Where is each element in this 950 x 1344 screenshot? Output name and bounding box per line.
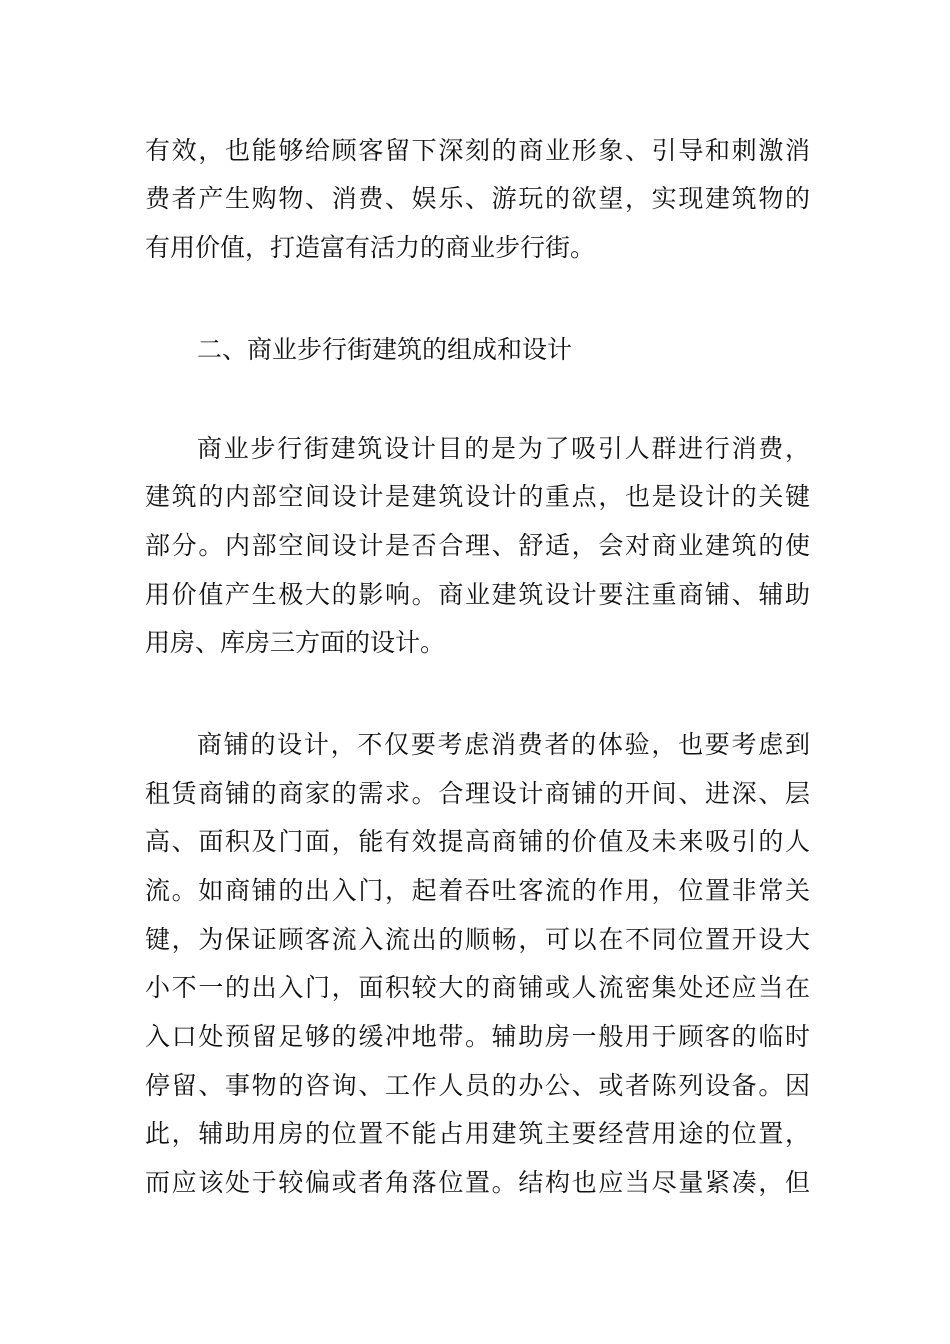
paragraph-3-line-5: 键，为保证顾客流入流出的顺畅，可以在不同位置开设大 [145,925,810,954]
paragraph-2-line-5: 用房、库房三方面的设计。 [145,628,446,657]
paragraph-3-line-9: 此，辅助用房的位置不能占用建筑主要经营用途的位置， [145,1119,810,1148]
paragraph-3-line-8: 停留、事物的咨询、工作人员的办公、或者陈列设备。因 [145,1071,810,1100]
paragraph-3-line-7: 入口处预留足够的缓冲地带。辅助房一般用于顾客的临时 [145,1022,810,1051]
paragraph-3-line-2: 租赁商铺的商家的需求。合理设计商铺的开间、进深、层 [145,779,810,808]
paragraph-3-line-1: 商铺的设计，不仅要考虑消费者的体验，也要考虑到 [197,730,810,759]
paragraph-2-line-4: 用价值产生极大的影响。商业建筑设计要注重商铺、辅助 [145,580,810,609]
paragraph-2-line-1: 商业步行街建筑设计目的是为了吸引人群进行消费， [197,434,810,463]
paragraph-1-line-2: 费者产生购物、消费、娱乐、游玩的欲望，实现建筑物的 [145,184,810,213]
paragraph-3-line-6: 小不一的出入门，面积较大的商铺或人流密集处还应当在 [145,973,810,1002]
paragraph-2-line-3: 部分。内部空间设计是否合理、舒适，会对商业建筑的使 [145,531,810,560]
paragraph-3-line-4: 流。如商铺的出入门，起着吞吐客流的作用，位置非常关 [145,876,810,905]
paragraph-3-line-3: 高、面积及门面，能有效提高商铺的价值及未来吸引的人 [145,827,810,856]
paragraph-1-line-1: 有效，也能够给顾客留下深刻的商业形象、引导和刺激消 [145,136,810,165]
paragraph-1-line-3: 有用价值，打造富有活力的商业步行街。 [145,233,596,262]
section-heading: 二、商业步行街建筑的组成和设计 [197,335,573,364]
paragraph-2-line-2: 建筑的内部空间设计是建筑设计的重点，也是设计的关键 [145,482,810,511]
paragraph-3-line-10: 而应该处于较偏或者角落位置。结构也应当尽量紧凑，但 [145,1168,810,1197]
